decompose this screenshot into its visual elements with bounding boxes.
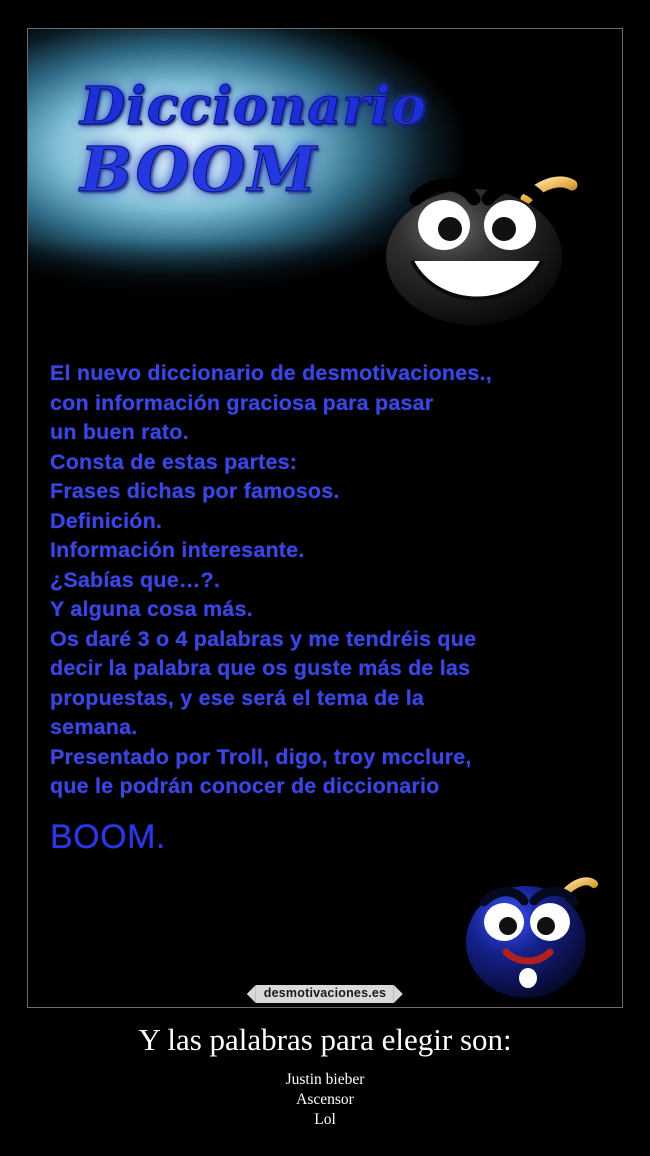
body-line-11: propuestas, y ese será el tema de la: [50, 685, 425, 710]
title-line-boom: BOOM: [80, 133, 319, 206]
body-line-7: ¿Sabías que…?.: [50, 567, 221, 592]
poster-image-frame: [27, 28, 623, 1008]
body-line-5: Definición.: [50, 508, 163, 533]
subcaption-line-1: Ascensor: [296, 1091, 354, 1108]
body-line-14: que le podrán conocer de diccionario: [50, 774, 440, 798]
poster-subcaption: [0, 1070, 650, 1130]
watermark: [245, 985, 405, 1003]
watermark-right-arrow: [394, 985, 403, 1003]
body-line-3: Consta de estas partes:: [50, 449, 298, 474]
watermark-left-arrow: [247, 985, 256, 1003]
body-line-2: un buen rato.: [50, 420, 189, 444]
bomb-smiley-icon: [376, 169, 586, 329]
subcaption-line-2: Lol: [314, 1111, 336, 1128]
body-line-0: El nuevo diccionario de desmotivaciones.,: [50, 361, 492, 385]
bomb-smiley-small-icon: [458, 874, 598, 1004]
title-line-diccionario: Diccionario: [80, 76, 427, 137]
body-line-8: Y alguna cosa más.: [50, 597, 253, 621]
body-line-1: con información graciosa para pasar: [50, 390, 434, 415]
body-line-10: decir la palabra que os guste más de las: [50, 656, 471, 680]
boom-word: BOOM.: [50, 817, 166, 856]
body-line-13: Presentado por Troll, digo, troy mcclure,: [50, 744, 472, 769]
body-line-4: Frases dichas por famosos.: [50, 479, 340, 503]
subcaption-line-0: Justin bieber: [285, 1071, 365, 1088]
body-line-6: Información interesante.: [50, 538, 305, 562]
poster-caption: Y las palabras para elegir son:: [138, 1022, 512, 1057]
poster-body-text: [50, 359, 610, 856]
poster-title: [80, 76, 427, 206]
body-line-9: Os daré 3 o 4 palabras y me tendréis que: [50, 626, 477, 651]
watermark-label: desmotivaciones.es: [256, 985, 394, 1003]
body-line-12: semana.: [50, 715, 138, 739]
